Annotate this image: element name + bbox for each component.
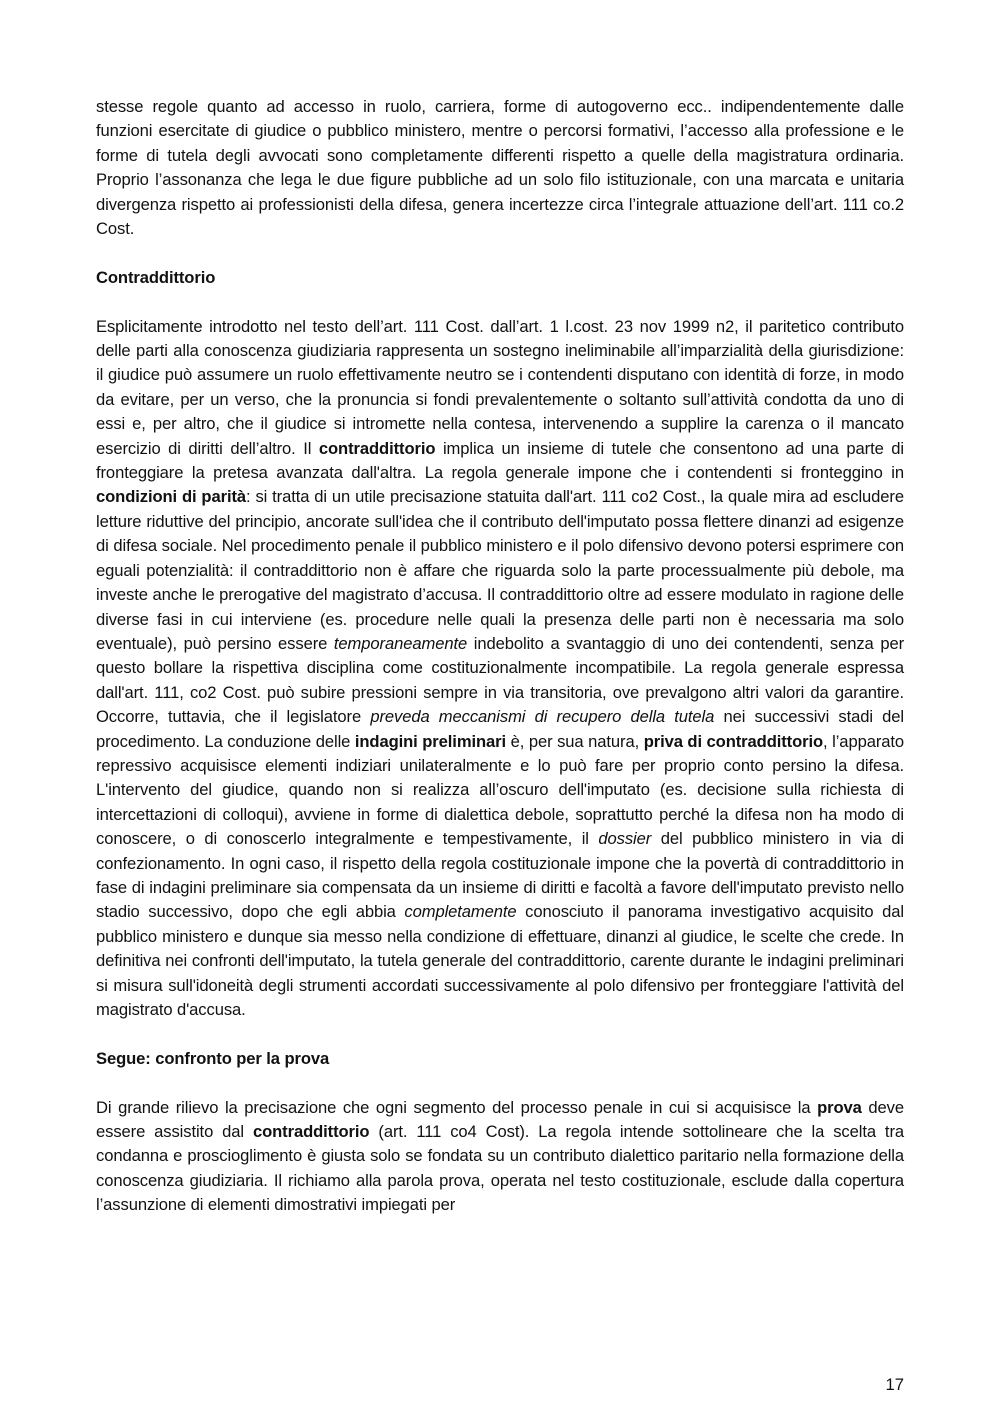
bold-term: contraddittorio [318, 438, 436, 458]
bold-term: indagini preliminari [354, 731, 507, 751]
section-heading-confronto-prova: Segue: confronto per la prova [96, 1048, 330, 1068]
section-heading-contraddittorio: Contraddittorio [96, 267, 216, 287]
paragraph-text: stesse regole quanto ad accesso in ruolo, carriera, forme di autogoverno ecc.. indipendentemente dalle funzioni esercitate di giudice o pubblico ministero, mentre o percorsi formativi, l’accesso alla professione e le forme di tutela degli avvocati sono completamente differenti rispetto a quelle della magistratura ordinaria. Proprio l’assonanza che lega le due figure pubbliche ad un solo filo istituzionale, con una marcata e unitaria divergenza rispetto ai professionisti della difesa, genera incertezze circa l’integrale attuazione dell’art. 111 co.2 Cost. [96, 97, 904, 239]
text-run: conosciuto il panorama investigativo acquisito dal pubblico ministero e dunque sia messo nella condizione di effettuare, dinanzi al giudice, le scelte che crede. In definitiva nei confronti dell'imputato, la tutela generale del contraddittorio, carente durante le indagini preliminari si misura sull'idoneità degli strumenti accordati successivamente al polo difensivo per fronteggiare l'attività del magistrato d'accusa. [96, 902, 904, 1019]
text-run: del pubblico ministero in via di confezionamento. In ogni caso, il rispetto della regola costituzionale impone che la povertà di contraddittorio in fase di indagini preliminare sia compensata da un insieme di diritti e facoltà a favore dell'imputato previsto nello stadio successivo, dopo che egli abbia [96, 829, 904, 922]
text-run: : si tratta di un utile precisazione statuita dall'art. 111 co2 Cost., la quale mira ad escludere letture riduttive del principio, ancorate sull'idea che il contributo dell'imputato possa flettere dinanzi ad esigenze di difesa sociale. Nel procedimento penale il pubblico ministero e il polo difensivo devono potersi esprimere con eguali potenzialità: il contraddittorio non è affare che riguarda solo la parte processualmente più debole, ma investe anche le prerogative del magistrato d’accusa. Il contraddittorio oltre ad essere modulato in ragione delle diverse fasi in cui interviene (es. procedure nelle quali la presenza delle parti non è necessaria ma solo eventuale), può persino essere [96, 487, 904, 653]
text-run: nei successivi stadi del procedimento. La conduzione delle [96, 707, 904, 751]
text-run: è, per sua natura, [506, 731, 644, 751]
page-number: 17 [885, 1375, 904, 1394]
text-run: , l’apparato repressivo acquisisce elementi indiziari unilateralmente e lo può fare per proprio conto persino la difesa. L'intervento del giudice, quando non si realizza all’oscuro dell'imputato (es. decisione sulla richiesta di intercettazioni di colloqui), avviene in forme di dialettica debole, soprattutto perché la difesa non ha modo di conoscere, o di conoscerlo integralmente e tempestivamente, il [96, 731, 905, 849]
text-run: indebolito a svantaggio di uno dei contendenti, senza per questo bollare la rispettiva disciplina come costituzionalmente incompatibile. La regola generale espressa dall'art. 111, co2 Cost. può subire pressioni sempre in via transitoria, ove prevalgono altri valori da garantire. Occorre, tuttavia, che il legislatore [96, 633, 905, 727]
bold-term: priva di contraddittorio [643, 731, 824, 751]
text-run: (art. 111 co4 Cost). La regola intende sottolineare che la scelta tra condanna e proscioglimento è giusta solo se fondata su un contributo dialettico paritario nella formazione della conoscenza giudiziaria. Il richiamo alla parola prova, operata nel testo costituzionale, esclude dalla copertura l’assunzione di elementi dimostrativi impiegati per [96, 1122, 904, 1215]
italic-term: completamente [404, 902, 517, 922]
paragraph-contraddittorio [96, 315, 904, 1023]
paragraph-intro [96, 95, 904, 241]
bold-term: condizioni di parità [96, 487, 247, 507]
bold-term: prova [817, 1097, 862, 1117]
italic-term: dossier [598, 829, 652, 849]
text-run: Di grande rilievo la precisazione che ogni segmento del processo penale in cui si acquisisce la [96, 1097, 818, 1117]
text-run: Esplicitamente introdotto nel testo dell’art. 111 Cost. dall’art. 1 l.cost. 23 nov 1999 n2, il paritetico contributo delle parti alla conoscenza giudiziaria rappresenta un sostegno ineliminabile all’imparzialità della giurisdizione: il giudice può assumere un ruolo effettivamente neutro se i contendenti disputano con identità di forze, in modo da evitare, per un verso, che la pronuncia si fondi prevalentemente o soltanto sull’attività condotta da uno di essi e, per altro, che il giudice si intromette nella contesa, intervenendo a supplire la carenza o il mancato esercizio di diritti dell’altro. Il [96, 316, 904, 458]
italic-term: temporaneamente [333, 633, 468, 653]
text-run: deve essere assistito dal [96, 1097, 904, 1141]
bold-term: contraddittorio [252, 1122, 370, 1141]
page-body [96, 95, 904, 1218]
italic-term: preveda meccanismi di recupero della tutela [370, 707, 715, 727]
paragraph-confronto-prova [96, 1096, 904, 1218]
text-run: implica un insieme di tutele che consentono ad una parte di fronteggiare la pretesa avanzata dall'altra. La regola generale impone che i contendenti si fronteggino in [96, 438, 904, 483]
